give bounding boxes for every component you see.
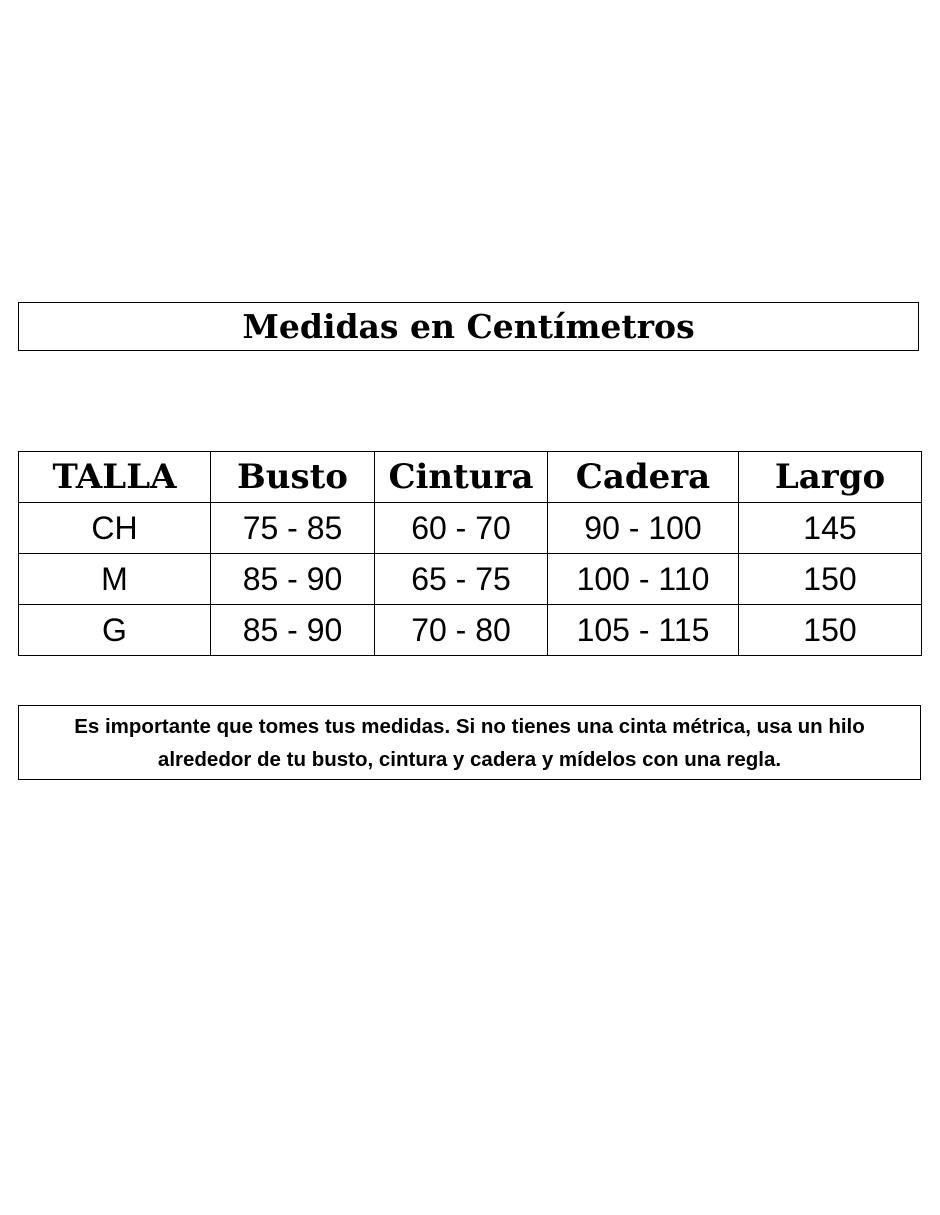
measurement-note — [18, 705, 921, 780]
cell-busto: 85 - 90 — [211, 605, 375, 656]
header-cintura: Cintura — [375, 452, 548, 503]
header-talla: TALLA — [19, 452, 211, 503]
table-row — [19, 503, 922, 554]
cell-busto: 75 - 85 — [211, 503, 375, 554]
cell-talla: G — [19, 605, 211, 656]
cell-cadera: 105 - 115 — [548, 605, 739, 656]
header-cadera: Cadera — [548, 452, 739, 503]
cell-largo: 145 — [739, 503, 922, 554]
cell-cintura: 60 - 70 — [375, 503, 548, 554]
header-largo: Largo — [739, 452, 922, 503]
page-title: Medidas en Centímetros — [18, 302, 919, 351]
table-header-row — [19, 452, 922, 503]
header-busto: Busto — [211, 452, 375, 503]
table-row — [19, 554, 922, 605]
cell-talla: M — [19, 554, 211, 605]
cell-cintura: 70 - 80 — [375, 605, 548, 656]
cell-cadera: 90 - 100 — [548, 503, 739, 554]
measurement-note-text: Es importante que tomes tus medidas. Si no tienes una cinta métrica, usa un hilo alrededor de tu busto, cintura y cadera y mídelos con una regla. — [74, 714, 865, 771]
cell-largo: 150 — [739, 605, 922, 656]
cell-busto: 85 - 90 — [211, 554, 375, 605]
cell-cadera: 100 - 110 — [548, 554, 739, 605]
table-row — [19, 605, 922, 656]
cell-talla: CH — [19, 503, 211, 554]
cell-largo: 150 — [739, 554, 922, 605]
cell-cintura: 65 - 75 — [375, 554, 548, 605]
size-chart-table — [18, 451, 922, 656]
